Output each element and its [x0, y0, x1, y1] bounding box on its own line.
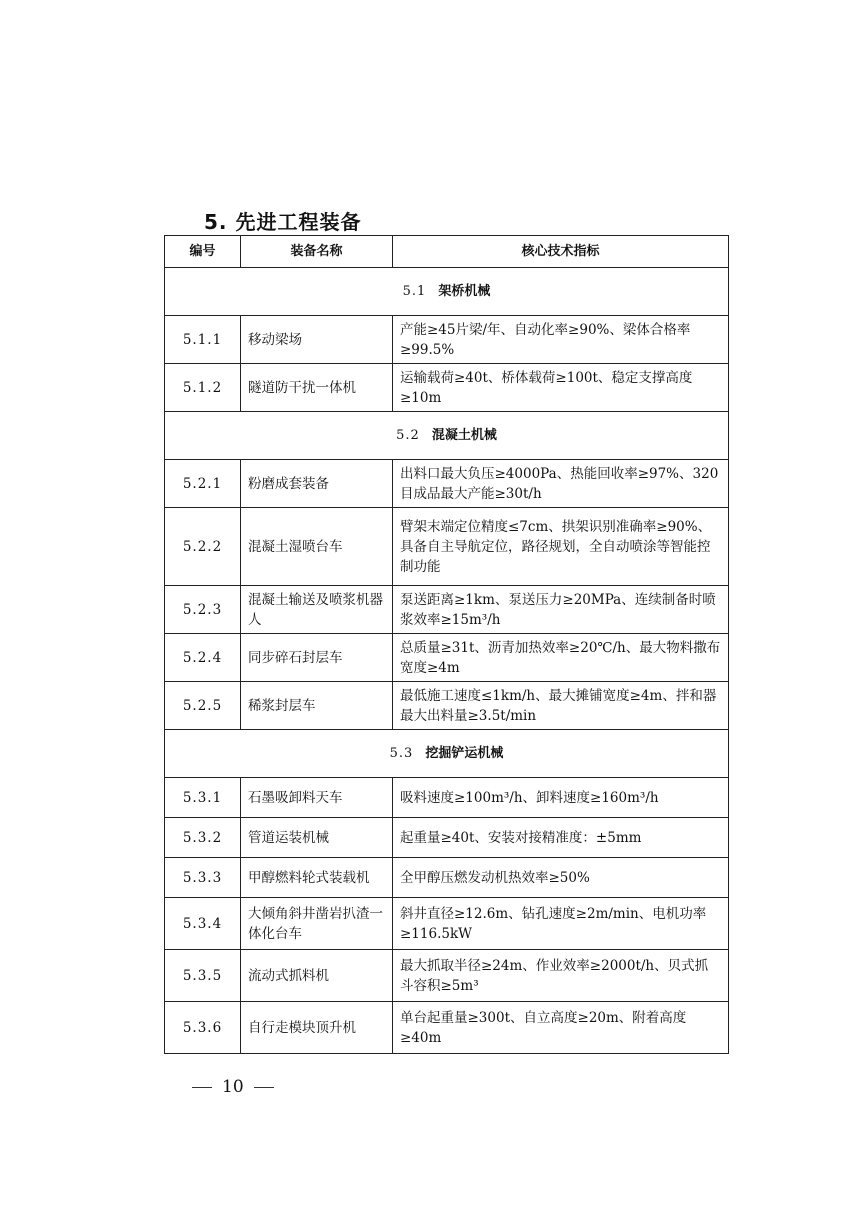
row-core-spec: 吸料速度≥100m³/h、卸料速度≥160m³/h — [393, 778, 729, 818]
table-row — [165, 950, 729, 1002]
header-equipment-name: 装备名称 — [241, 236, 393, 268]
table-row — [165, 858, 729, 898]
row-core-spec: 起重量≥40t、安装对接精准度：±5mm — [393, 818, 729, 858]
row-code: 5.1.1 — [165, 316, 241, 364]
row-equipment-name: 流动式抓料机 — [241, 950, 393, 1002]
row-core-spec: 最大抓取半径≥24m、作业效率≥2000t/h、贝式抓斗容积≥5m³ — [393, 950, 729, 1002]
section-row — [165, 412, 729, 460]
row-equipment-name: 混凝土输送及喷浆机器人 — [241, 586, 393, 634]
section-name: 架桥机械 — [438, 283, 491, 299]
row-code: 5.3.6 — [165, 1002, 241, 1054]
table-row — [165, 682, 729, 730]
row-code: 5.2.2 — [165, 508, 241, 586]
section-title-cell — [165, 412, 729, 460]
table-row — [165, 898, 729, 950]
footer-dash-left — [192, 1087, 212, 1088]
row-code: 5.2.4 — [165, 634, 241, 682]
row-equipment-name: 粉磨成套装备 — [241, 460, 393, 508]
page-number: 10 — [222, 1077, 244, 1097]
row-code: 5.3.5 — [165, 950, 241, 1002]
header-code: 编号 — [165, 236, 241, 268]
row-equipment-name: 甲醇燃料轮式装载机 — [241, 858, 393, 898]
section-title-cell — [165, 268, 729, 316]
row-equipment-name: 大倾角斜井凿岩扒渣一体化台车 — [241, 898, 393, 950]
row-code: 5.2.1 — [165, 460, 241, 508]
equipment-table — [164, 235, 729, 1054]
row-core-spec: 运输载荷≥40t、桥体载荷≥100t、稳定支撑高度≥10m — [393, 364, 729, 412]
table-row — [165, 586, 729, 634]
row-code: 5.3.3 — [165, 858, 241, 898]
section-number: 5.1 — [402, 283, 427, 299]
section-number: 5.2 — [396, 427, 420, 443]
row-core-spec: 斜井直径≥12.6m、钻孔速度≥2m/min、电机功率≥116.5kW — [393, 898, 729, 950]
section-heading: 5. 先进工程装备 — [204, 210, 362, 234]
row-code: 5.1.2 — [165, 364, 241, 412]
table-row — [165, 460, 729, 508]
row-code: 5.2.3 — [165, 586, 241, 634]
table-row — [165, 364, 729, 412]
header-core-spec: 核心技术指标 — [393, 236, 729, 268]
row-equipment-name: 稀浆封层车 — [241, 682, 393, 730]
row-equipment-name: 管道运装机械 — [241, 818, 393, 858]
row-equipment-name: 移动梁场 — [241, 316, 393, 364]
row-equipment-name: 自行走模块顶升机 — [241, 1002, 393, 1054]
row-core-spec: 最低施工速度≤1km/h、最大摊铺宽度≥4m、拌和器最大出料量≥3.5t/min — [393, 682, 729, 730]
table-header-row — [165, 236, 729, 268]
row-code: 5.3.4 — [165, 898, 241, 950]
row-code: 5.2.5 — [165, 682, 241, 730]
footer-dash-right — [254, 1087, 274, 1088]
section-row — [165, 268, 729, 316]
table-row — [165, 508, 729, 586]
row-core-spec: 总质量≥31t、沥青加热效率≥20℃/h、最大物料撒布宽度≥4m — [393, 634, 729, 682]
row-core-spec: 出料口最大负压≥4000Pa、热能回收率≥97%、320目成品最大产能≥30t/h — [393, 460, 729, 508]
row-core-spec: 臂架末端定位精度≤7cm、拱架识别准确率≥90%、具备自主导航定位，路径规划，全自动喷涂等智能控制功能 — [393, 508, 729, 586]
section-number: 5.3 — [389, 745, 414, 761]
row-core-spec: 产能≥45片梁/年、自动化率≥90%、梁体合格率≥99.5% — [393, 316, 729, 364]
table-row — [165, 316, 729, 364]
row-equipment-name: 同步碎石封层车 — [241, 634, 393, 682]
table-row — [165, 818, 729, 858]
row-equipment-name: 混凝土湿喷台车 — [241, 508, 393, 586]
row-code: 5.3.2 — [165, 818, 241, 858]
section-row — [165, 730, 729, 778]
table-row — [165, 778, 729, 818]
row-core-spec: 全甲醇压燃发动机热效率≥50% — [393, 858, 729, 898]
row-equipment-name: 隧道防干扰一体机 — [241, 364, 393, 412]
row-equipment-name: 石墨吸卸料天车 — [241, 778, 393, 818]
row-core-spec: 泵送距离≥1km、泵送压力≥20MPa、连续制备时喷浆效率≥15m³/h — [393, 586, 729, 634]
table-row — [165, 634, 729, 682]
row-core-spec: 单台起重量≥300t、自立高度≥20m、附着高度≥40m — [393, 1002, 729, 1054]
row-code: 5.3.1 — [165, 778, 241, 818]
section-name: 混凝土机械 — [431, 427, 497, 443]
page-footer — [182, 1077, 284, 1097]
section-name: 挖掘铲运机械 — [425, 745, 504, 761]
section-title-cell — [165, 730, 729, 778]
table-row — [165, 1002, 729, 1054]
